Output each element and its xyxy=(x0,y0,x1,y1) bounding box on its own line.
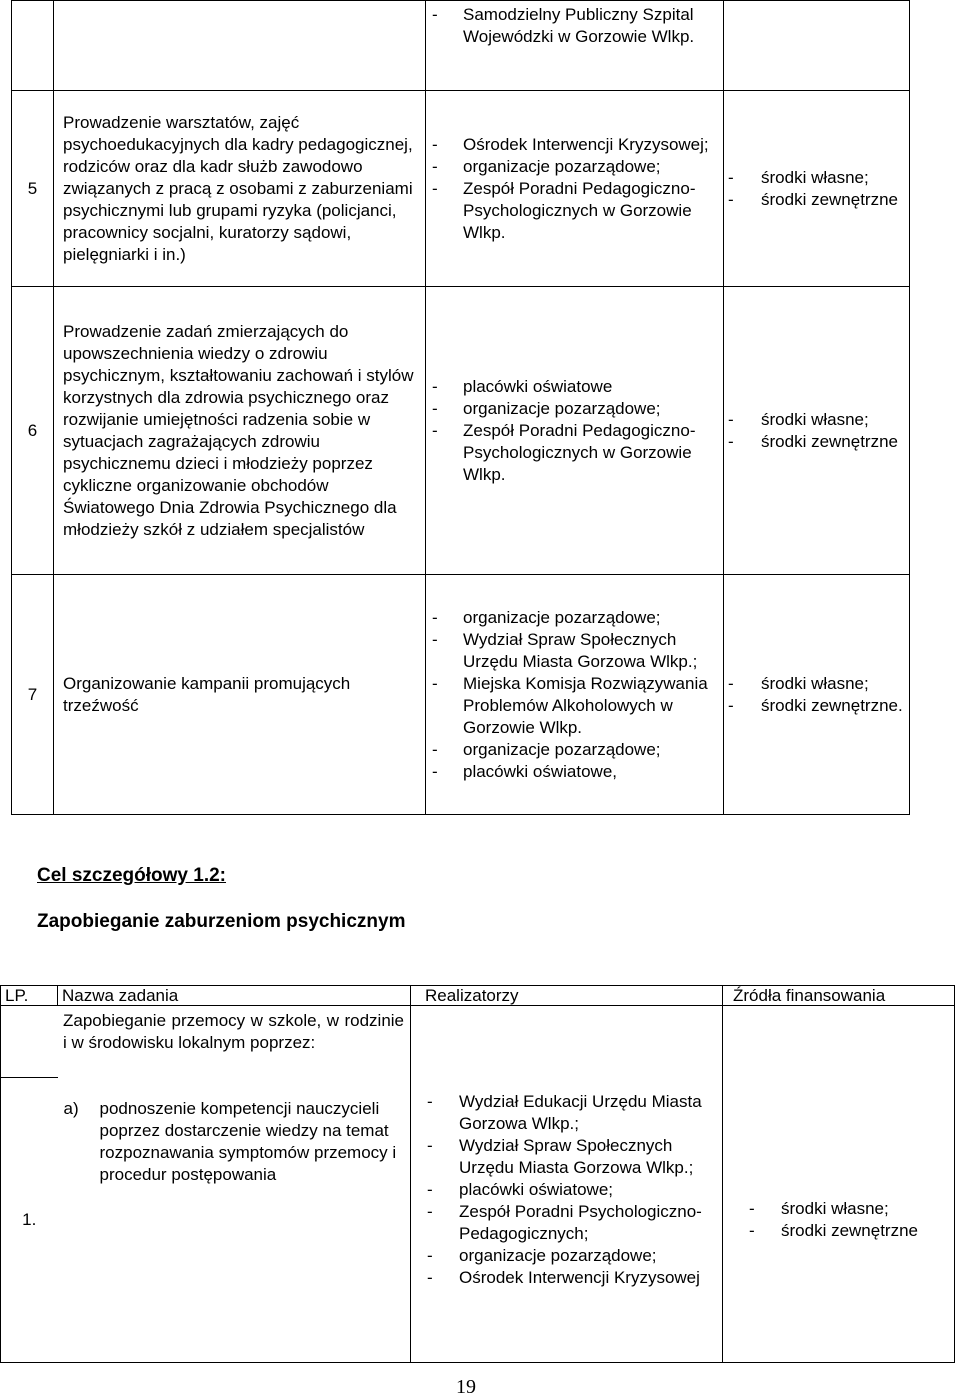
realizators-cell xyxy=(411,1078,723,1363)
funding-cell xyxy=(724,1,910,91)
list-item: - placówki oświatowe, xyxy=(426,761,723,783)
list-item: - Zespół Poradni Pedagogiczno-Psychologicznych w Gorzowie Wlkp. xyxy=(426,178,723,244)
list-item: - środki zewnętrzne. xyxy=(724,695,909,717)
realizators-cell-top xyxy=(411,1006,723,1078)
list-item: - placówki oświatowe xyxy=(426,376,723,398)
table-row xyxy=(1,1006,955,1078)
task-items-cell xyxy=(58,1078,411,1363)
table-row xyxy=(12,287,910,575)
list-item: - Miejska Komisja Rozwiązywania Problemów Alkoholowych w Gorzowie Wlkp. xyxy=(426,673,723,739)
table-row xyxy=(1,1078,955,1363)
table-header-row xyxy=(1,986,955,1006)
list-item: - Wydział Spraw Społecznych Urzędu Miasta Gorzowa Wlkp.; xyxy=(426,629,723,673)
list-item: - środki własne; xyxy=(723,1198,954,1220)
task-cell xyxy=(54,1,426,91)
table-row xyxy=(12,575,910,815)
funding-cell xyxy=(723,1078,955,1363)
row-number xyxy=(1,1078,58,1363)
header-task-name: Nazwa zadania xyxy=(58,986,411,1006)
list-item: - organizacje pozarządowe; xyxy=(426,739,723,761)
list-item: - Zespół Poradni Pedagogiczno-Psychologicznych w Gorzowie Wlkp. xyxy=(426,420,723,486)
list-marker: a) xyxy=(63,1098,79,1118)
list-item: - środki zewnętrzne xyxy=(724,431,909,453)
row-number: 6 xyxy=(12,287,54,575)
row-number: 7 xyxy=(12,575,54,815)
task-cell: Prowadzenie zadań zmierzających do upowszechnienia wiedzy o zdrowiu psychicznym, kształtowaniu zachowań i stylów korzystnych dla zdrowia psychicznego oraz rozwijanie umiejętności radzenia sobie w sytuacjach zagrażających zdrowiu psychicznemu dzieci i młodzieży poprzez cykliczne organizowanie obchodów Światowego Dnia Zdrowia Psychicznego dla młodzieży szkół z udziałem specjalistów xyxy=(54,287,426,575)
task-cell: Organizowanie kampanii promujących trzeźwość xyxy=(54,575,426,815)
task-cell: Prowadzenie warsztatów, zajęć psychoedukacyjnych dla kadry pedagogicznej, rodziców oraz dla kadr służb zawodowo związanych z pracą z osobami z zaburzeniami psychicznymi lub grupami ryzyka (policjanci, pracownicy socjalni, kuratorzy sądowi, pielęgniarki i in.) xyxy=(54,91,426,287)
realizators-cell xyxy=(426,575,724,815)
list-item: - organizacje pozarządowe; xyxy=(411,1245,722,1267)
prevention-table xyxy=(0,985,955,1363)
list-item: - organizacje pozarządowe; xyxy=(426,398,723,420)
list-item: - środki własne; xyxy=(724,673,909,695)
realizators-cell xyxy=(426,91,724,287)
funding-cell xyxy=(724,91,910,287)
header-lp: LP. xyxy=(1,986,58,1006)
row-number-text: 1. xyxy=(22,1210,37,1229)
list-item: - środki własne; xyxy=(724,167,909,189)
funding-cell xyxy=(724,287,910,575)
list-item xyxy=(64,1098,407,1186)
section-heading: Cel szczegółowy 1.2: xyxy=(37,865,227,886)
list-item: - środki zewnętrzne xyxy=(724,189,909,211)
section-subheading: Zapobieganie zaburzeniom psychicznym xyxy=(37,911,406,932)
lp-cell xyxy=(12,1,54,91)
list-item: - Ośrodek Interwencji Kryzysowej; xyxy=(426,134,723,156)
list-item: - Wydział Spraw Społecznych Urzędu Miasta Gorzowa Wlkp.; xyxy=(411,1135,722,1179)
header-funding: Źródła finansowania xyxy=(723,986,955,1006)
list-item: - Wydział Edukacji Urzędu Miasta Gorzowa Wlkp.; xyxy=(411,1091,722,1135)
table-row xyxy=(12,91,910,287)
table-row xyxy=(12,1,910,91)
row-number: 5 xyxy=(12,91,54,287)
funding-cell xyxy=(724,575,910,815)
list-item: - środki własne; xyxy=(724,409,909,431)
list-item: - organizacje pozarządowe; xyxy=(426,607,723,629)
list-item: - Samodzielny Publiczny Szpital Wojewódzki w Gorzowie Wlkp. xyxy=(426,4,723,48)
funding-cell-top xyxy=(723,1006,955,1078)
realizators-cell xyxy=(426,1,724,91)
list-item: - Ośrodek Interwencji Kryzysowej xyxy=(411,1267,722,1289)
list-item-text: podnoszenie kompetencji nauczycieli poprzez dostarczenie wiedzy na temat rozpoznawania symptomów przemocy i procedur postępowania xyxy=(99,1098,397,1184)
list-item: - organizacje pozarządowe; xyxy=(426,156,723,178)
header-realizators: Realizatorzy xyxy=(411,986,723,1006)
list-item: - Zespół Poradni Psychologiczno-Pedagogicznych; xyxy=(411,1201,722,1245)
page-number: 19 xyxy=(456,1376,476,1398)
list-item: - placówki oświatowe; xyxy=(411,1179,722,1201)
list-item: - środki zewnętrzne xyxy=(723,1220,954,1242)
task-intro: Zapobieganie przemocy w szkole, w rodzinie i w środowisku lokalnym poprzez: xyxy=(1,1006,411,1078)
realizators-cell xyxy=(426,287,724,575)
tasks-table xyxy=(11,0,910,815)
